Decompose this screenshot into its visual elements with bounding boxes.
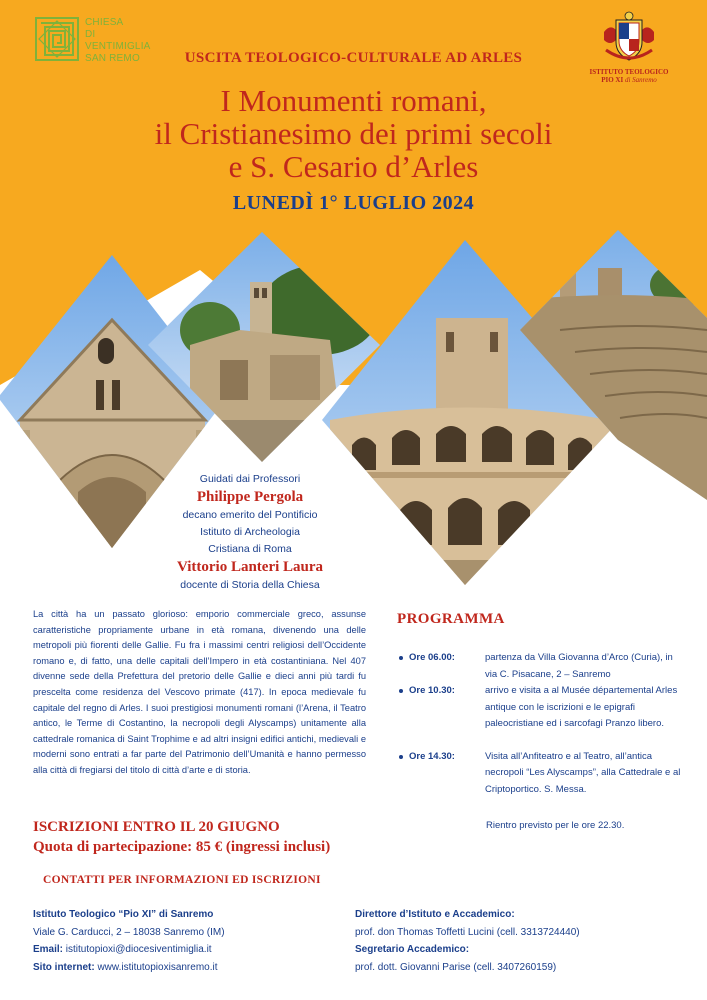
return-time: Rientro previsto per le ore 22.30. (486, 820, 625, 831)
director-label: Direttore d’Istituto e Accademico: (355, 909, 515, 920)
institute-name: Istituto Teologico “Pio XI” di Sanremo (33, 909, 214, 920)
program-time: Ore 06.00: (397, 650, 485, 683)
crest-line-2: PIO XI (601, 76, 624, 84)
institute-address: Viale G. Carducci, 2 – 18038 Sanremo (IM) (33, 926, 225, 938)
professor-role: decano emerito del Pontificio (182, 509, 318, 521)
logo-line: SAN REMO (85, 53, 140, 64)
title-line: e S. Cesario d’Arles (228, 149, 479, 184)
email-label: Email: (33, 944, 64, 955)
program-description: arrivo e visita a al Musée départemental Arles antique con le iscrizioni e le epigrafi paleocristiane ed i sarcofagi Pranzo libero. (485, 685, 678, 729)
program-item (397, 749, 687, 799)
professor-role: Cristiana di Roma (208, 543, 292, 555)
secretary-label: Segretario Accademico: (355, 944, 470, 955)
logo-line: CHIESA (85, 17, 124, 28)
crest-line-1: ISTITUTO TEOLOGICO (589, 68, 669, 76)
logo-line: VENTIMIGLIA (85, 41, 151, 52)
program-time: Ore 10.30: (397, 683, 485, 733)
professor-name: Vittorio Lanteri Laura (176, 559, 324, 575)
program-time: Ore 14.30: (397, 749, 485, 799)
professor-role: docente di Storia della Chiesa (180, 579, 320, 591)
guides-block (130, 471, 370, 594)
event-date: LUNEDÌ 1° LUGLIO 2024 (232, 192, 475, 214)
history-paragraph: La città ha un passato glorioso: emporio commerciale greco, assunse caratteristiche propriamente urbane in età romana, divenendo una delle metropoli più fiorenti delle Gallie. Fu fra i massimi centri religiosi dell’Occidente romano e, di fatto, una delle capitali dell’Impero in età costantiniana. Nel 407 divenne sede della Prefettura del pretorio delle Gallie e dieci anni più tardi fu prescelta come residenza del Vescovo primate (417). In epoca medievale fu capitale del regno di Arles. I suoi prestigiosi monumenti romani (l’Arena, il Teatro antico, le Terme di Costantino, la necropoli degli Alyscamps) unitamente alla cattedrale romanica di Saint Trophime e ad altri insigni edifici antichi, medievali e moderni sono entrati a far parte del Patrimonio dell’Umanità e hanno permesso alla città di fregiarsi del titolo di città d’arte e di storia. (33, 609, 366, 775)
professor-name: Philippe Pergola (196, 489, 304, 505)
program-list (397, 650, 687, 798)
contacts-right (355, 906, 580, 976)
program-title: PROGRAMMA (397, 611, 505, 627)
secretary-name: prof. dott. Giovanni Parise (cell. 3407260159) (355, 961, 557, 973)
director-name: prof. don Thomas Toffetti Lucini (cell. 3313724440) (355, 926, 580, 938)
website-link[interactable]: www.istitutopioxisanremo.it (97, 961, 218, 973)
email-link[interactable]: istitutopioxi@diocesiventimiglia.it (65, 944, 212, 955)
logo-line: DI (85, 29, 96, 40)
registration-deadline: ISCRIZIONI ENTRO IL 20 GIUGNO (33, 819, 280, 835)
website-label: Sito internet: (33, 961, 95, 973)
guides-intro: Guidati dai Professori (199, 473, 301, 485)
title-line: il Cristianesimo dei primi secoli (154, 116, 553, 151)
program-description: Visita all’Anfiteatro e al Teatro, all’antica necropoli “Les Alyscamps”, alla Cattedrale e al Criptoportico. S. Messa. (485, 750, 681, 795)
contacts-title: CONTATTI PER INFORMAZIONI ED ISCRIZIONI (43, 874, 321, 886)
program-description: partenza da Villa Giovanna d’Arco (Curia), in via C. Pisacane, 2 – Sanremo (485, 652, 673, 680)
participation-fee: Quota di partecipazione: 85 € (ingressi inclusi) (33, 839, 331, 855)
title-line: I Monumenti romani, (220, 83, 487, 118)
program-item (397, 683, 687, 733)
crest-line-2-italic: di Sanremo (624, 76, 657, 84)
program-item (397, 650, 687, 683)
contacts-left (33, 906, 225, 976)
registration-block (33, 817, 330, 857)
professor-role: Istituto di Archeologia (200, 526, 300, 538)
event-kicker: USCITA TEOLOGICO-CULTURALE AD ARLES (184, 50, 523, 66)
